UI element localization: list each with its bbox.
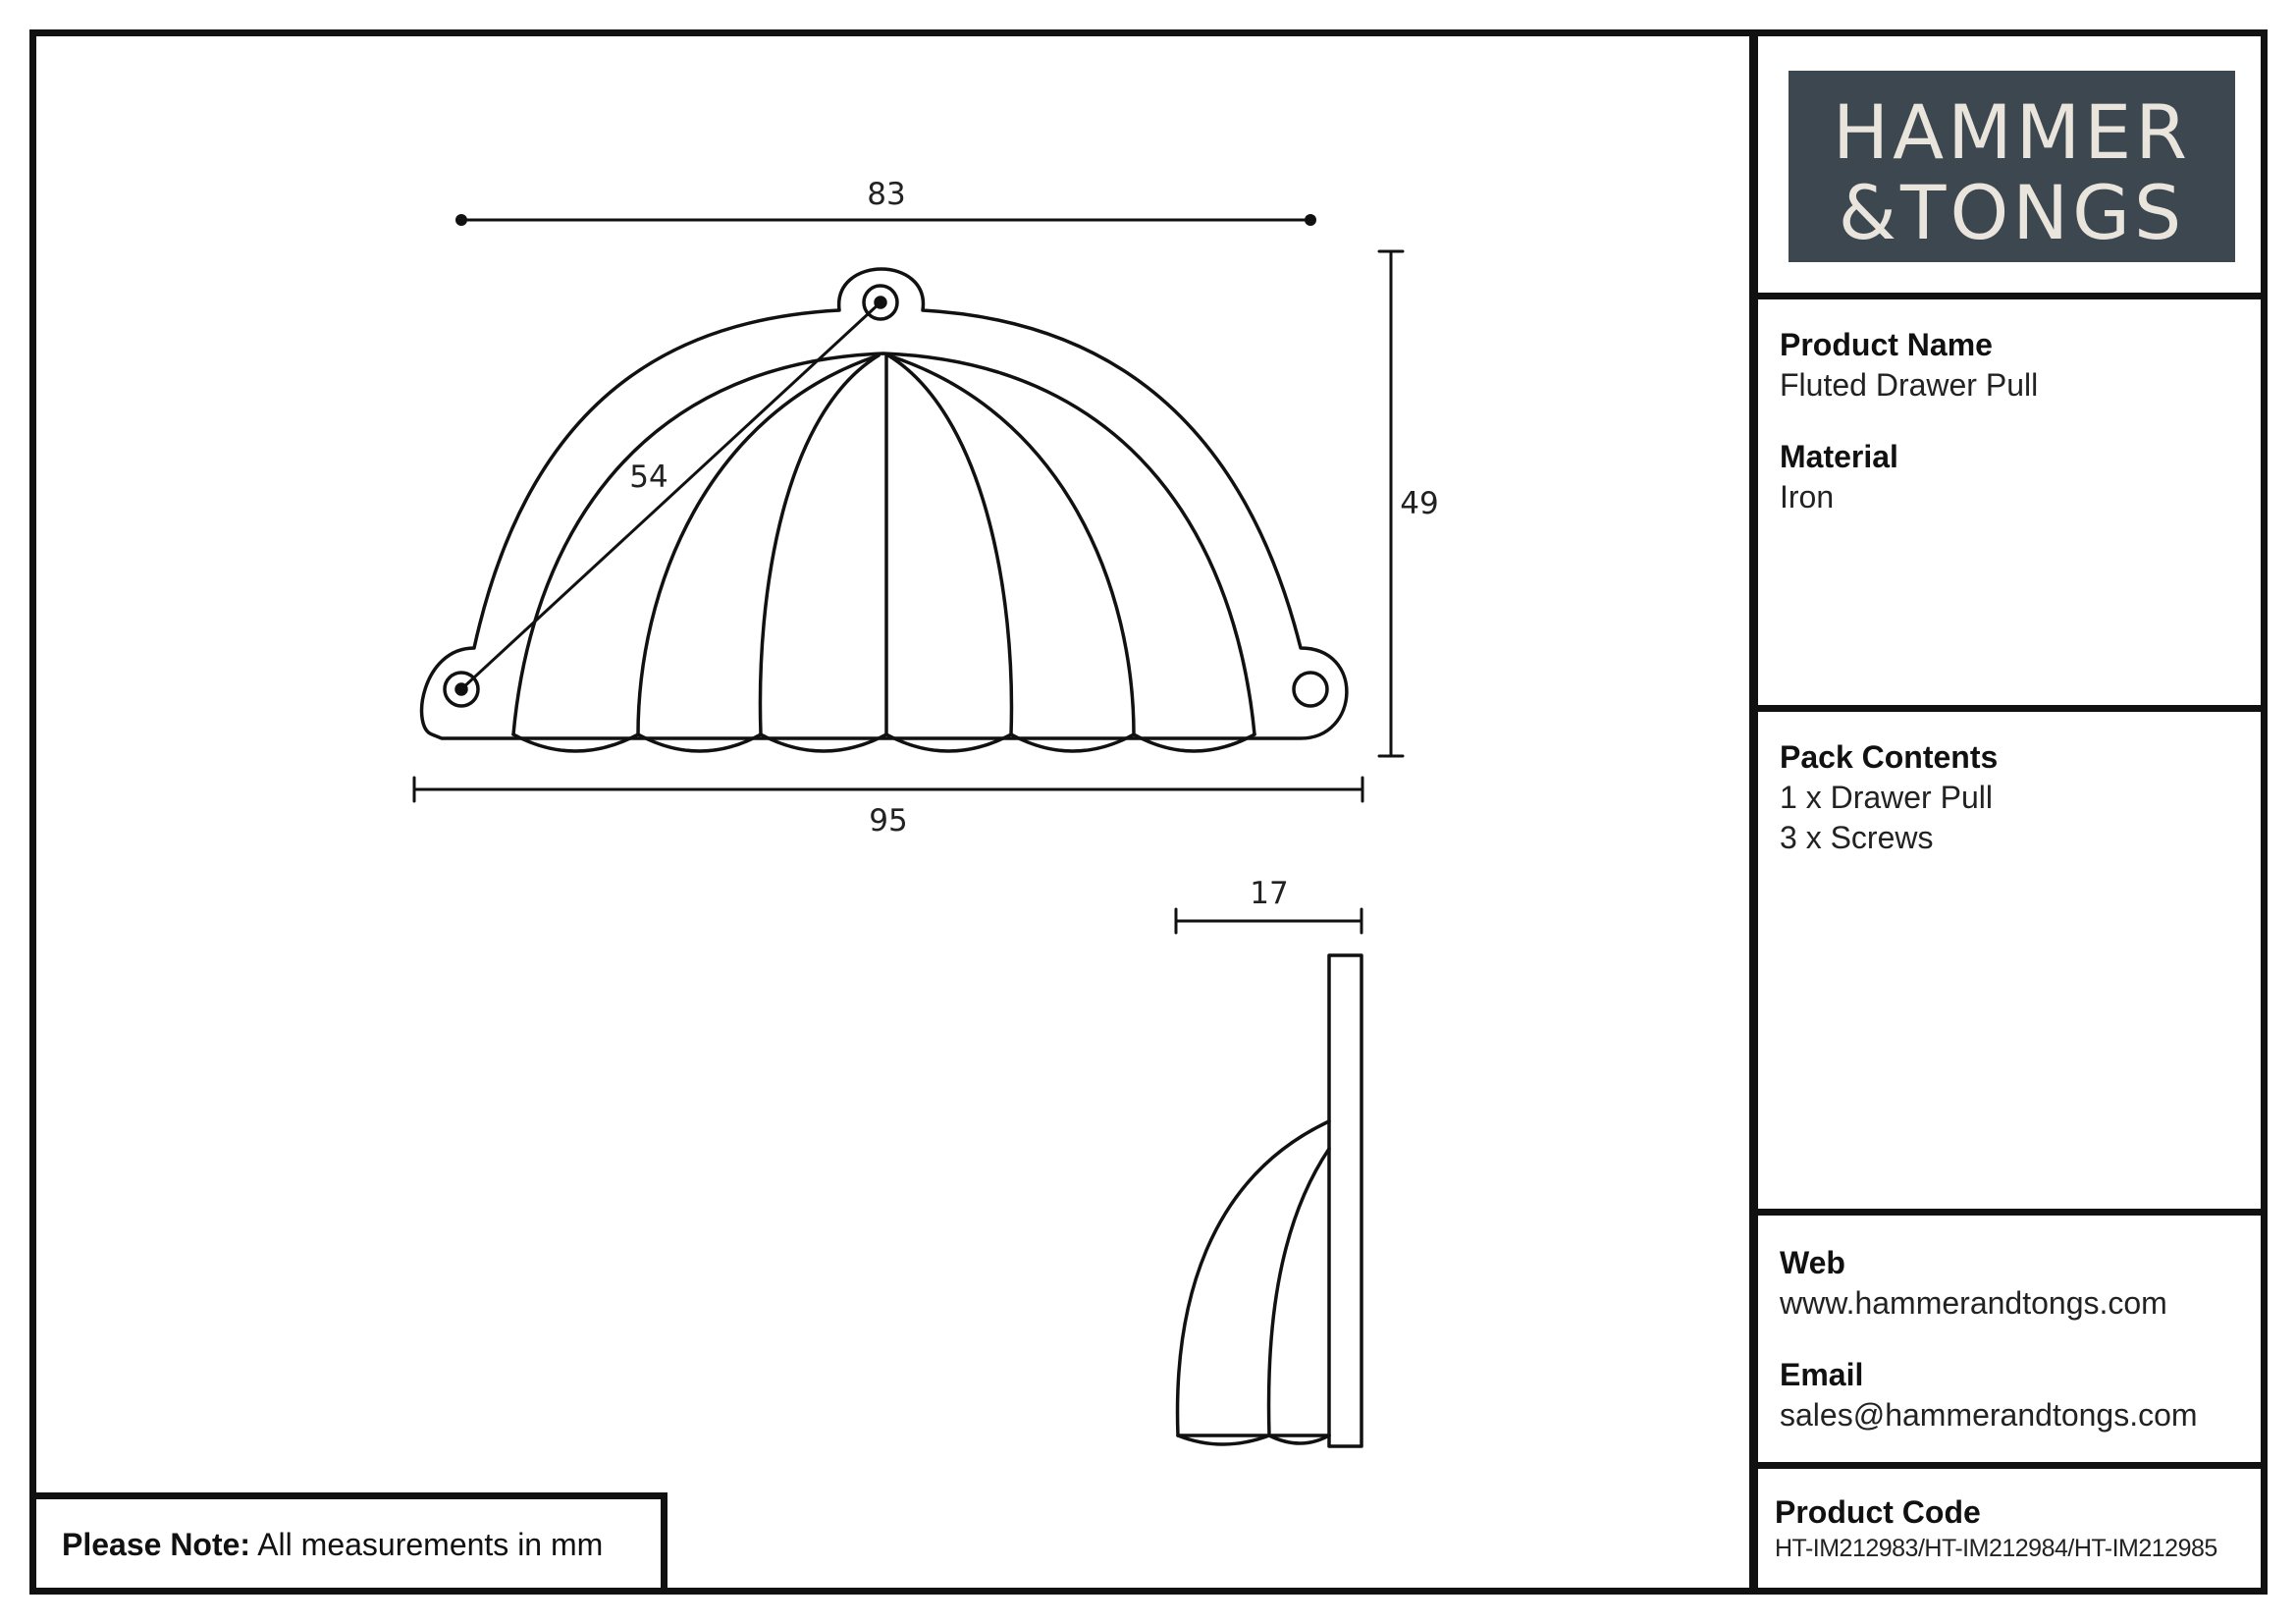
web-link[interactable]: www.hammerandtongs.com — [1780, 1285, 2167, 1321]
side-view-cup — [1178, 1121, 1329, 1435]
pack-item-1: 1 x Drawer Pull — [1780, 780, 1993, 815]
note-text: All measurements in mm — [257, 1527, 604, 1562]
cup-inner-outline — [513, 353, 1255, 734]
email-label: Email — [1780, 1357, 1864, 1392]
material-value: Iron — [1780, 479, 1835, 514]
product-name-label: Product Name — [1780, 327, 1993, 362]
web-label: Web — [1780, 1245, 1845, 1280]
pack-item-2: 3 x Screws — [1780, 820, 1934, 855]
brand-line1: HAMMER — [1832, 88, 2192, 176]
brand-line2: &TONGS — [1838, 169, 2186, 256]
contact-cell — [1755, 1209, 2268, 1462]
dim-label-height: 49 — [1400, 486, 1439, 521]
pack-contents-cell — [1755, 705, 2268, 1209]
dim-label-depth: 17 — [1250, 876, 1289, 911]
screw-hole-right — [1294, 673, 1327, 706]
note-label: Please Note: — [62, 1527, 251, 1562]
dim-label-diagonal: 54 — [629, 460, 668, 495]
brand-logo — [1789, 71, 2235, 262]
product-code-cell — [1755, 1462, 2268, 1588]
dim-label-width: 95 — [869, 803, 908, 839]
side-view-plate — [1329, 955, 1362, 1446]
product-code-value: HT-IM212983/HT-IM212984/HT-IM212985 — [1775, 1535, 2217, 1562]
product-name-value: Fluted Drawer Pull — [1780, 367, 2039, 403]
material-label: Material — [1780, 439, 1898, 474]
product-info-cell — [1755, 293, 2268, 705]
product-code-label: Product Code — [1775, 1494, 1981, 1530]
dim-line-diagonal — [461, 302, 881, 689]
dim-label-top: 83 — [867, 177, 906, 212]
pull-outer-outline — [422, 269, 1347, 738]
email-link[interactable]: sales@hammerandtongs.com — [1780, 1397, 2198, 1433]
pack-contents-label: Pack Contents — [1780, 739, 1999, 775]
measurement-note — [29, 1492, 667, 1595]
